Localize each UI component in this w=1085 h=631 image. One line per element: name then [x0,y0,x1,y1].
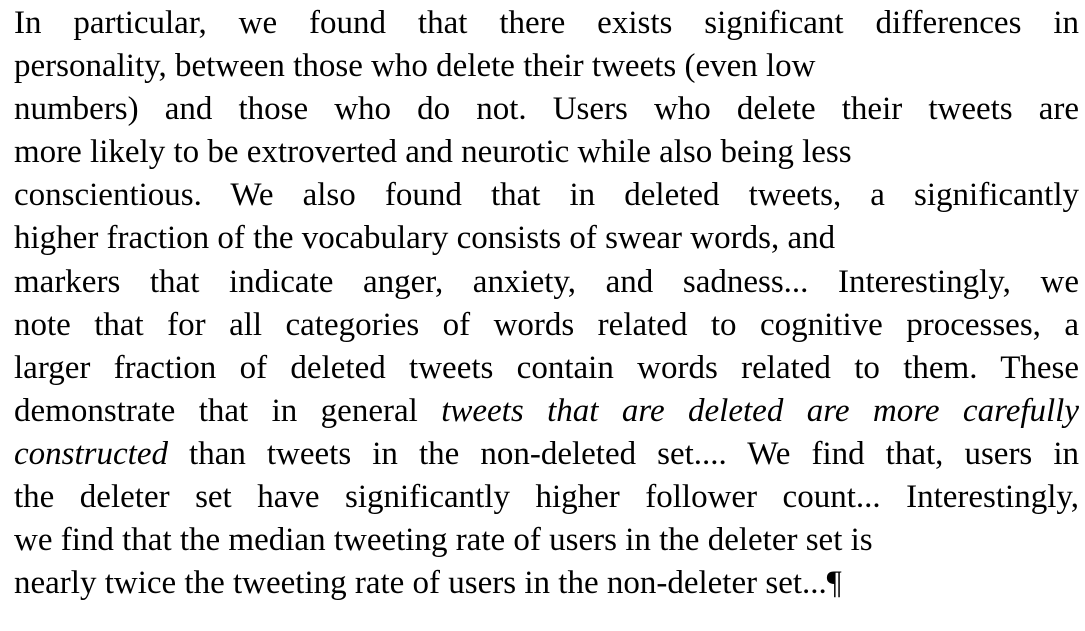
text-segment: nearly twice the tweeting rate of users in the non-deleter set...¶ [14,565,842,602]
text-line [14,217,1079,260]
text-line [14,519,1079,562]
text-segment: we find that the median tweeting rate of users in the deleter set is [14,522,873,559]
text-line [14,433,1079,476]
text-segment: note that for all categories of words related to cognitive processes, a [14,306,1079,343]
text-segment: markers that indicate anger, anxiety, and sadness... Interestingly, we [14,263,1079,300]
text-line [14,2,1079,45]
text-line [14,562,1079,605]
text-segment: demonstrate that in general [14,392,442,429]
document-paragraph [14,2,1079,605]
italic-emphasis: tweets that are deleted are more carefully [441,392,1079,429]
text-segment: the deleter set have significantly higher follower count... Interestingly, [14,479,1079,516]
text-segment: than tweets in the non-deleted set.... We find that, users in [167,435,1079,472]
text-segment: more likely to be extroverted and neurotic while also being less [14,134,852,171]
text-line [14,174,1079,217]
italic-emphasis: constructed [14,435,168,472]
text-line [14,476,1079,519]
text-segment: higher fraction of the vocabulary consists of swear words, and [14,220,836,257]
text-line [14,347,1079,390]
text-line [14,261,1079,304]
text-segment: larger fraction of deleted tweets contain words related to them. These [14,349,1079,386]
text-segment: personality, between those who delete their tweets (even low [14,48,816,85]
text-line [14,304,1079,347]
text-segment: numbers) and those who do not. Users who delete their tweets are [14,91,1079,128]
text-segment: In particular, we found that there exists significant differences in [14,5,1079,41]
text-line [14,45,1079,88]
text-segment: conscientious. We also found that in deleted tweets, a significantly [14,177,1079,214]
text-line [14,390,1079,433]
text-line [14,88,1079,131]
text-line [14,131,1079,174]
